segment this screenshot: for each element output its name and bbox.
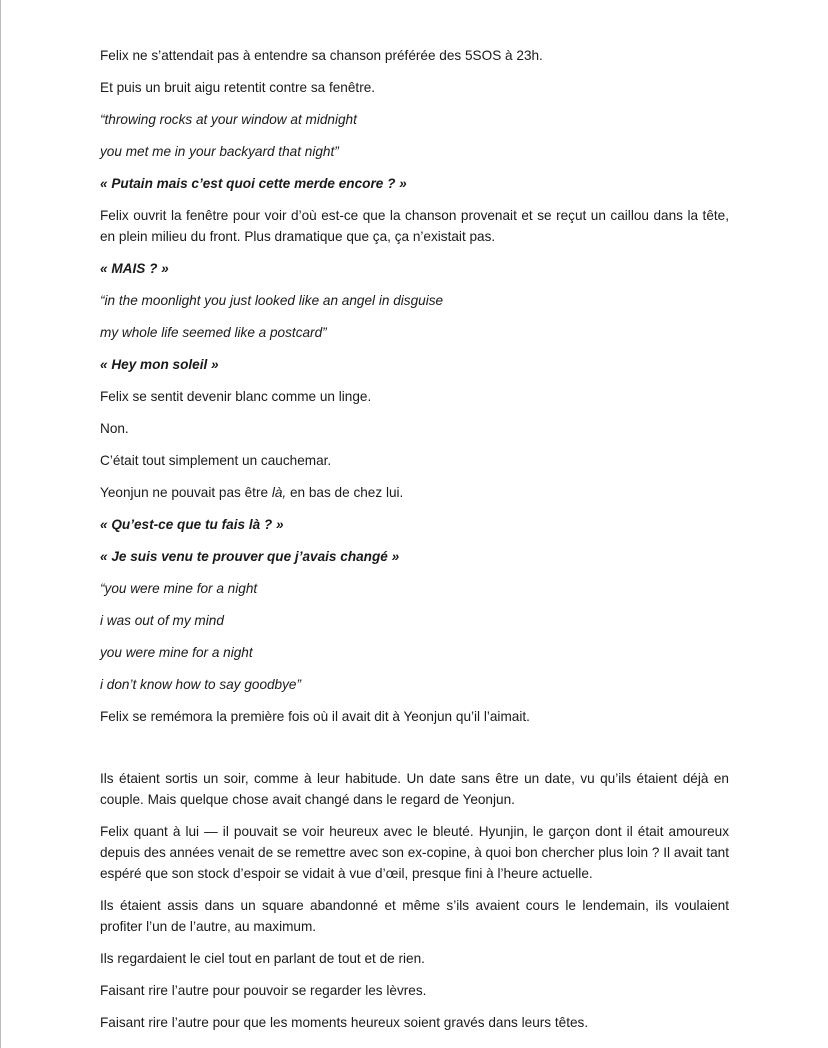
lyric-line: “you were mine for a night — [100, 581, 258, 596]
dialogue-line: « MAIS ? » — [100, 261, 169, 276]
lyric-line: “in the moonlight you just looked like an angel in disguise — [100, 293, 444, 308]
paragraph: Felix ouvrit la fenêtre pour voir d’où est-ce que la chanson provenait et se reçut un caillou dans la tête, en plein milieu du front. Plus dramatique que ça, ça n’existait pas. — [100, 208, 729, 244]
dialogue-line: « Hey mon soleil » — [100, 357, 219, 372]
dialogue-line: « Qu’est-ce que tu fais là ? » — [100, 517, 284, 532]
page-left-border — [0, 0, 1, 1048]
paragraph: Faisant rire l’autre pour que les moments heureux soient gravés dans leurs têtes. — [100, 1015, 589, 1030]
paragraph — [100, 482, 729, 503]
dialogue-line: « Putain mais c’est quoi cette merde encore ? » — [100, 176, 407, 191]
dialogue-line: « Je suis venu te prouver que j’avais changé » — [100, 549, 400, 564]
paragraph: Non. — [100, 421, 129, 436]
paragraph: Et puis un bruit aigu retentit contre sa fenêtre. — [100, 80, 376, 95]
paragraph: Felix se remémora la première fois où il avait dit à Yeonjun qu’il l’aimait. — [100, 709, 530, 724]
lyric-line: i don’t know how to say goodbye” — [100, 677, 302, 692]
lyric-line: you met me in your backyard that night” — [100, 144, 339, 159]
paragraph: Felix se sentit devenir blanc comme un linge. — [100, 389, 372, 404]
paragraph: C’était tout simplement un cauchemar. — [100, 453, 332, 468]
document-page — [100, 45, 729, 1044]
paragraph: Faisant rire l’autre pour pouvoir se regarder les lèvres. — [100, 983, 427, 998]
lyric-line: my whole life seemed like a postcard” — [100, 325, 327, 340]
paragraph: Ils étaient sortis un soir, comme à leur habitude. Un date sans être un date, vu qu’ils étaient déjà en couple. Mais quelque chose avait changé dans le regard de Yeonjun. — [100, 771, 729, 807]
lyric-line: “throwing rocks at your window at midnight — [100, 112, 357, 127]
paragraph: Ils étaient assis dans un square abandonné et même s’ils avaient cours le lendemain, ils voulaient profiter l’un de l’autre, au maximum. — [100, 898, 729, 934]
section-gap — [100, 738, 729, 768]
lyric-line: you were mine for a night — [100, 645, 253, 660]
lyric-line: i was out of my mind — [100, 613, 224, 628]
paragraph: Felix ne s’attendait pas à entendre sa chanson préférée des 5SOS à 23h. — [100, 48, 543, 63]
italic-run: là, — [271, 485, 287, 500]
text-run: Yeonjun ne pouvait pas être — [100, 485, 272, 500]
text-run: en bas de chez lui. — [286, 485, 404, 500]
paragraph: Ils regardaient le ciel tout en parlant de tout et de rien. — [100, 951, 425, 966]
paragraph: Felix quant à lui — il pouvait se voir heureux avec le bleuté. Hyunjin, le garçon dont il était amoureux depuis des années venait de se remettre avec son ex-copine, à quoi bon chercher plus loin ? Il avait tant espéré que son stock d’espoir se vidait à vue d’œil, presque fini à l’heure actuelle. — [100, 824, 729, 881]
